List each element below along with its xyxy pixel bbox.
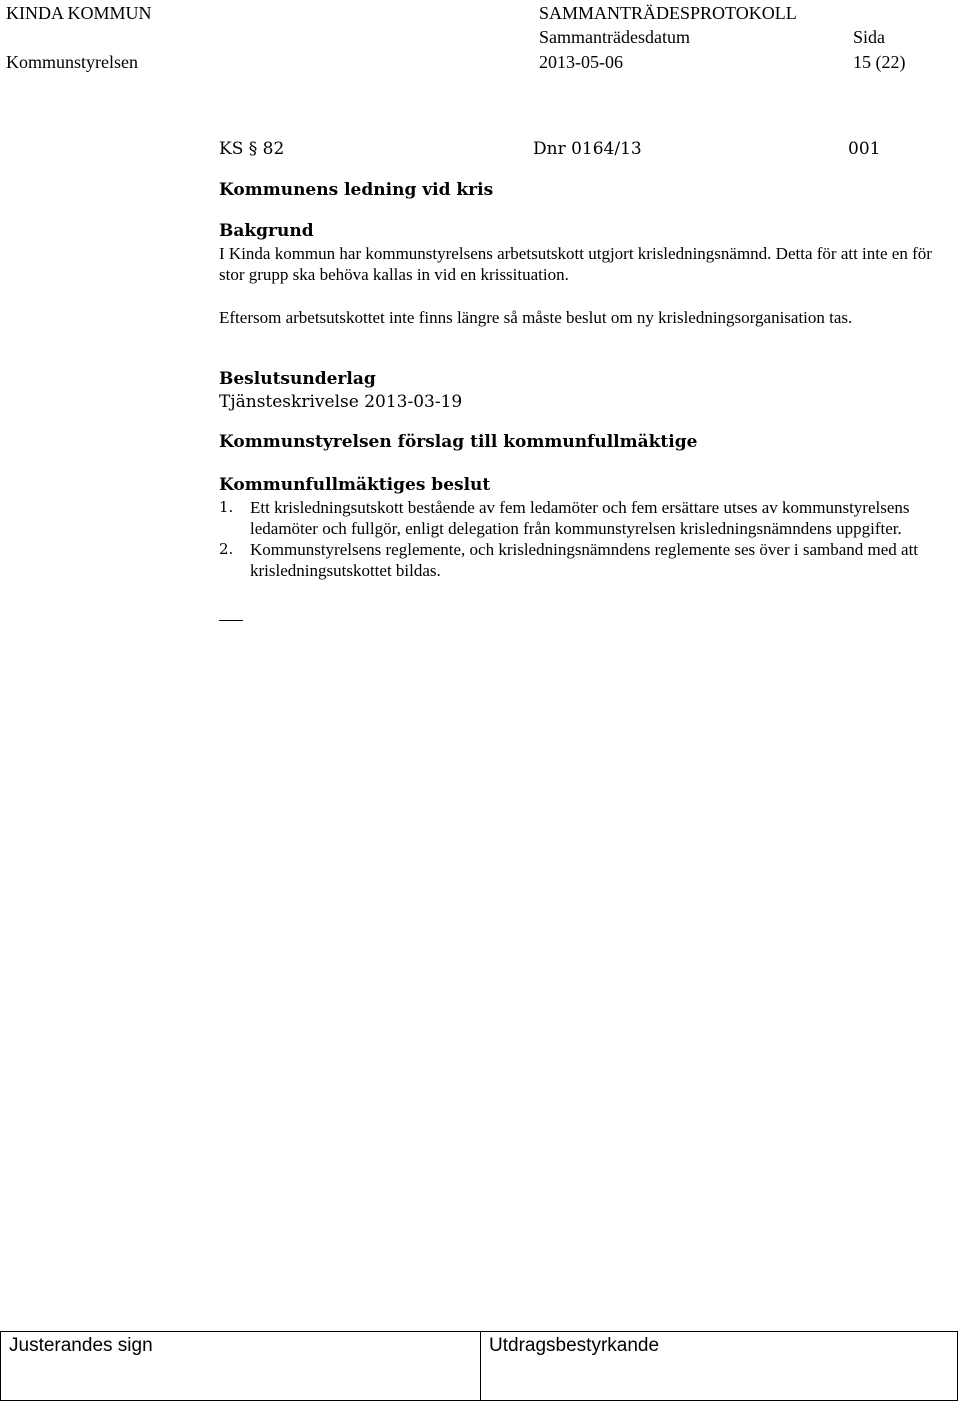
background-paragraph-2: Eftersom arbetsutskottet inte finns längre så måste beslut om ny krisledningsorganisation tas. (219, 308, 853, 327)
meeting-date: 2013-05-06 (539, 52, 623, 72)
list-item (219, 539, 934, 581)
list-item-number: 2. (219, 540, 234, 558)
utdragsbestyrkande-cell (481, 1332, 959, 1400)
case-ks-number: KS § 82 (219, 139, 285, 159)
protocol-title: SAMMANTRÄDESPROTOKOLL (539, 3, 797, 23)
background-heading: Bakgrund (219, 221, 314, 241)
list-item-number: 1. (219, 498, 234, 516)
justerandes-sign-cell (1, 1332, 481, 1400)
signature-footer (0, 1331, 958, 1401)
date-label: Sammanträdesdatum (539, 27, 690, 47)
page-label: Sida (853, 27, 886, 47)
page-number: 15 (22) (853, 52, 906, 72)
list-item-text: Kommunstyrelsens reglemente, och krisledningsnämndens reglemente ses över i samband med att krisledningsutskottet bildas. (250, 540, 919, 580)
case-title: Kommunens ledning vid kris (219, 180, 494, 200)
end-divider (219, 620, 243, 621)
background-paragraph-1: I Kinda kommun har kommunstyrelsens arbetsutskott utgjort krisledningsnämnd. Detta för att inte en för stor grupp ska behöva kallas in vid en krissituation. (219, 244, 932, 284)
proposal-heading: Kommunstyrelsen förslag till kommunfullmäktige (219, 432, 698, 452)
case-code: 001 (848, 139, 881, 159)
decision-list (219, 497, 934, 581)
utdragsbestyrkande-label: Utdragsbestyrkande (489, 1335, 660, 1356)
org-name: KINDA KOMMUN (6, 3, 152, 23)
case-dnr: Dnr 0164/13 (533, 139, 642, 159)
basis-heading: Beslutsunderlag (219, 369, 376, 389)
list-item-text: Ett krisledningsutskott bestående av fem ledamöter och fem ersättare utses av kommunstyrelsens ledamöter och fullgör, enligt delegation från kommunstyrelsen krisledningsnämndens uppgifter. (250, 498, 910, 538)
list-item (219, 497, 934, 539)
justerandes-sign-label: Justerandes sign (9, 1335, 153, 1356)
basis-document: Tjänsteskrivelse 2013-03-19 (219, 392, 463, 412)
board-name: Kommunstyrelsen (6, 52, 138, 72)
decision-heading: Kommunfullmäktiges beslut (219, 475, 491, 495)
